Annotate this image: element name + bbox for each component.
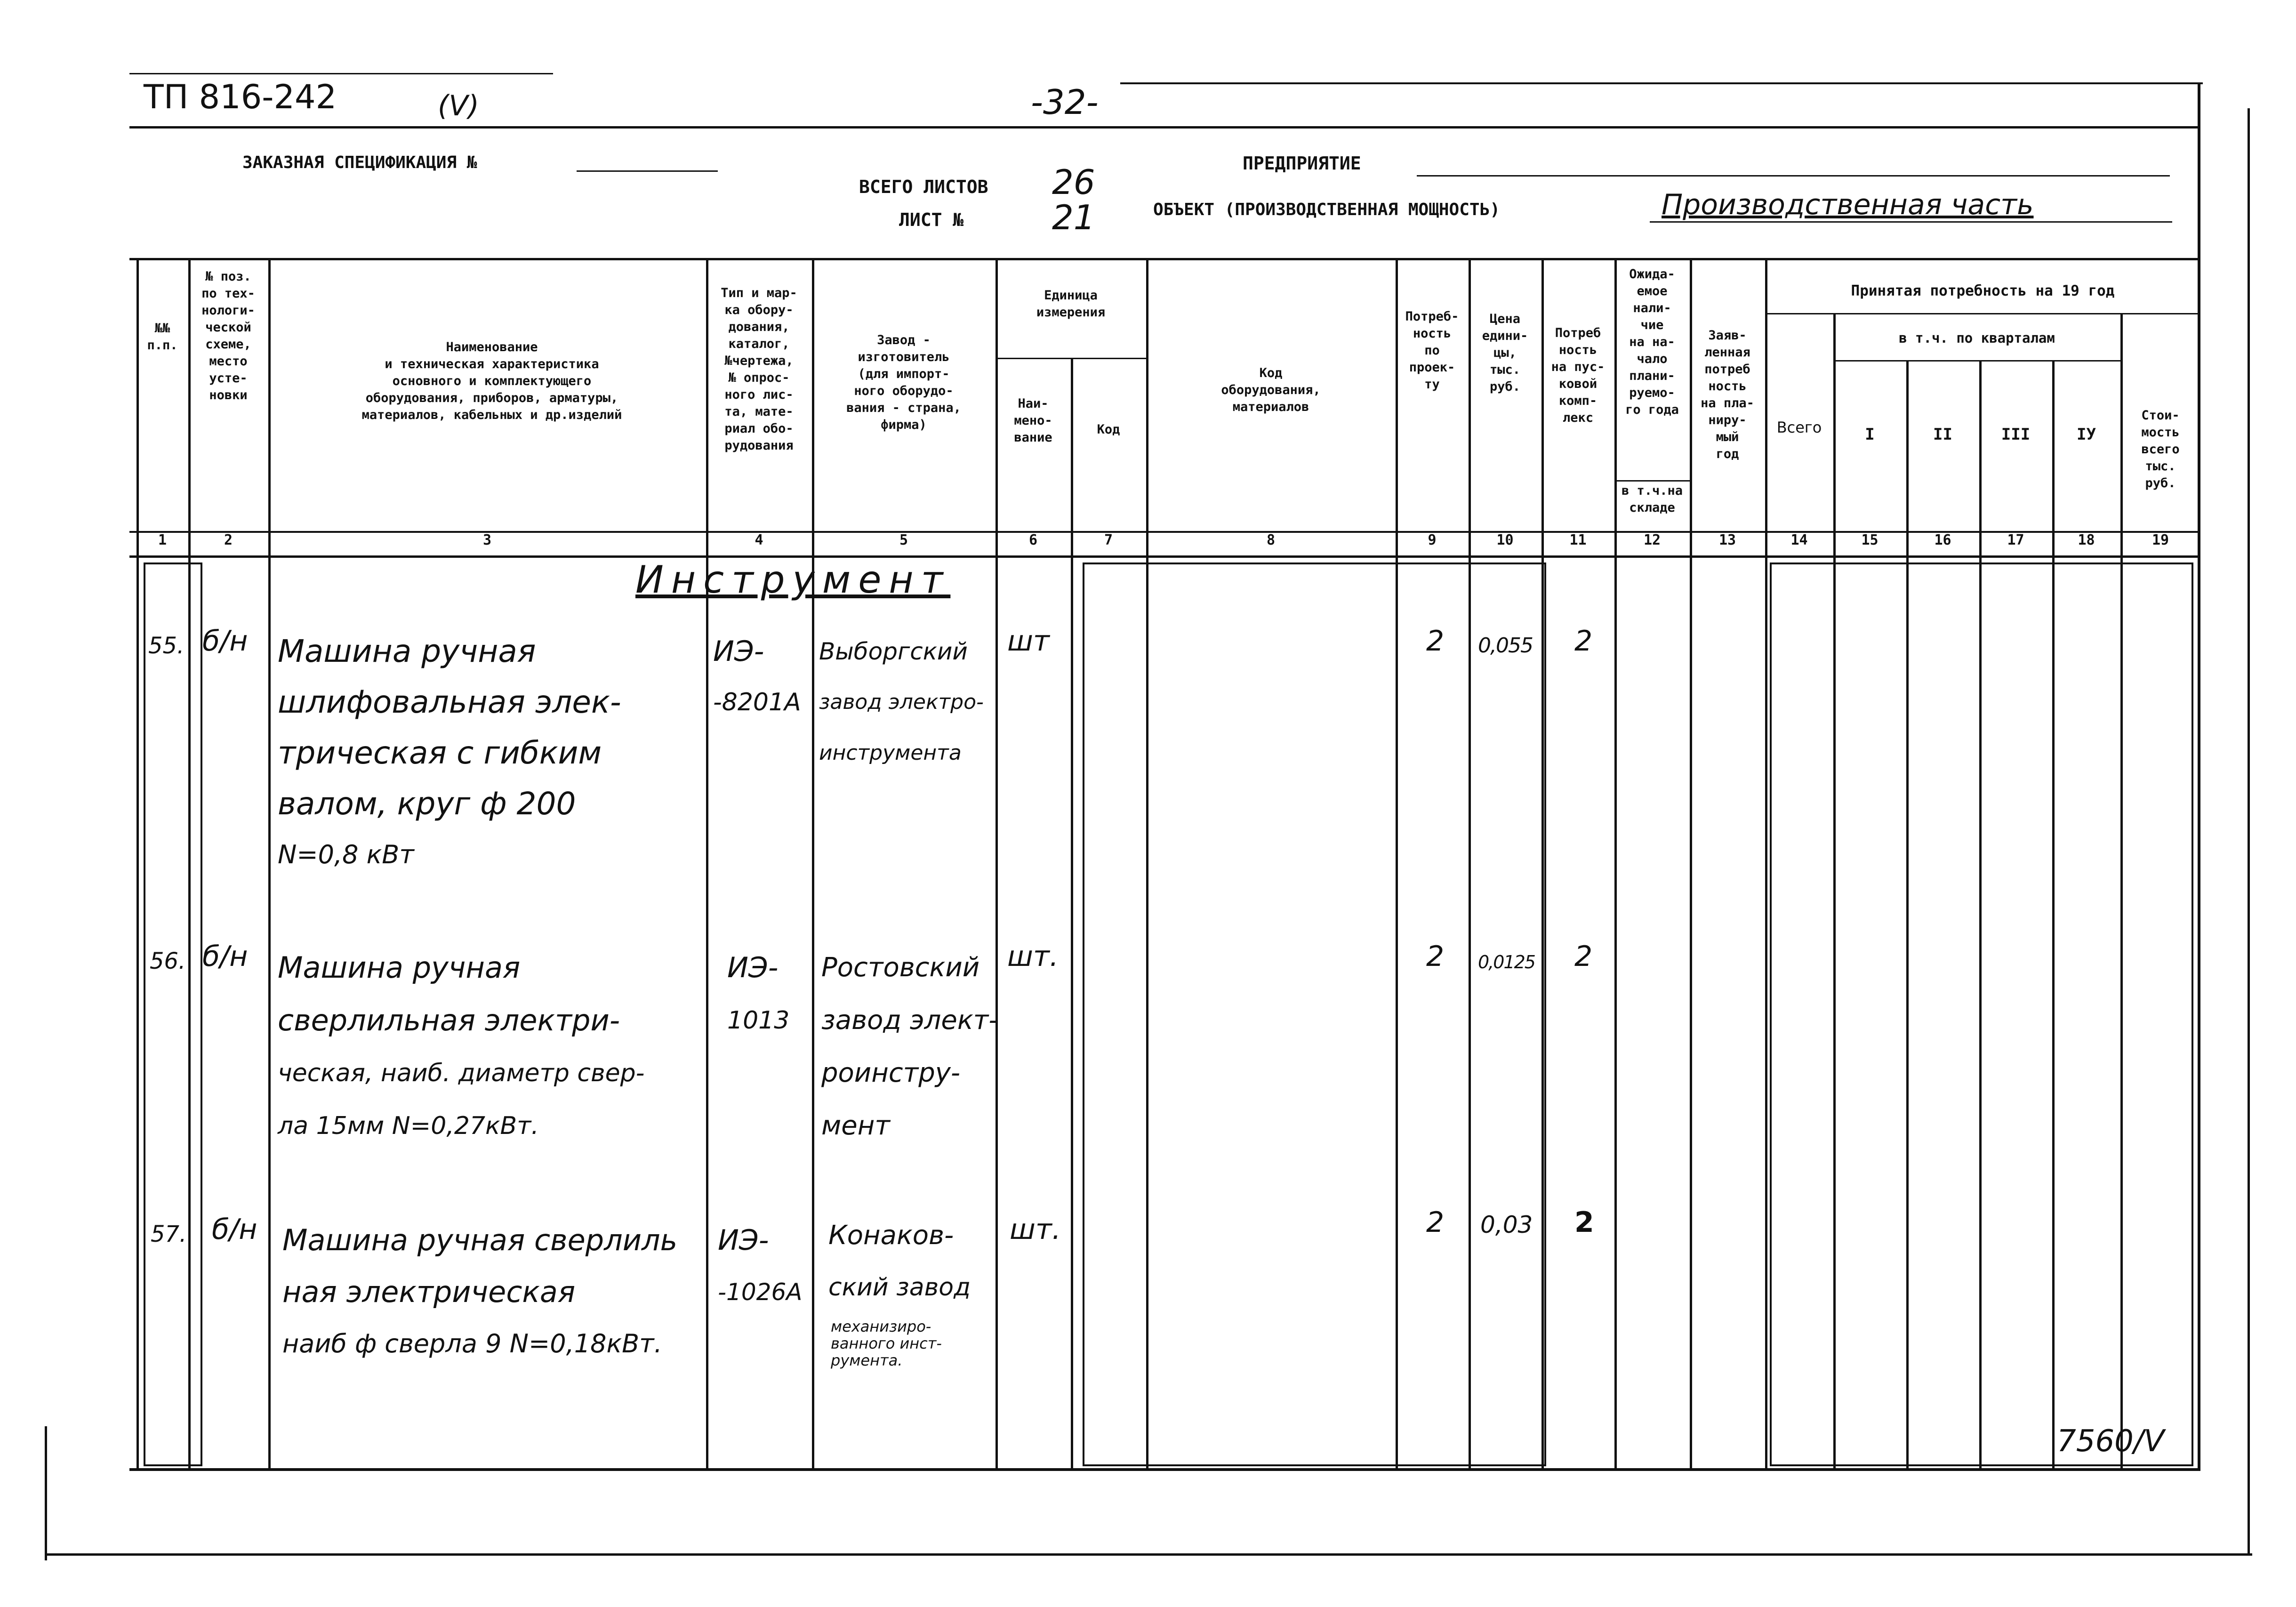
col-line-13 (1765, 258, 1767, 1470)
group-14-19-split-line (1765, 313, 2200, 314)
col-number-13: 13 (1718, 532, 1736, 548)
col-header-15: I (1865, 425, 1875, 444)
row-56-type-line-1: ИЭ- (727, 951, 779, 984)
inner-box-col1 (144, 562, 202, 1466)
row-57-name-line-1: Машина ручная сверлиль (282, 1223, 678, 1257)
row-55-plant-line-1: Выборгский (819, 638, 968, 665)
col-line-5 (995, 258, 998, 1470)
col-number-14: 14 (1790, 532, 1808, 548)
spec-number-underline (577, 170, 718, 172)
col-line-0 (136, 258, 139, 1470)
sheet-number-label: ЛИСТ № (899, 209, 964, 230)
col-number-3: 3 (482, 532, 492, 548)
enterprise-underline (1417, 175, 2170, 177)
total-sheets-value: 26 (1052, 162, 1095, 202)
col-number-9: 9 (1428, 532, 1437, 548)
document-code: ТП 816-242 (144, 78, 337, 116)
row-57-name-line-2: ная электрическая (282, 1275, 576, 1309)
spec-label: ЗАКАЗНАЯ СПЕЦИФИКАЦИЯ № (242, 153, 477, 172)
col-number-17: 17 (2007, 532, 2024, 548)
row-56-price: 0,0125 (1478, 952, 1535, 972)
quarters-split-line (1833, 360, 2120, 362)
row-57-launch-need: 2 (1574, 1206, 1594, 1239)
row-56-launch-need: 2 (1574, 940, 1593, 973)
row-57-type-line-1: ИЭ- (718, 1224, 769, 1257)
page-number: -32- (1031, 82, 1099, 122)
row-57-unit: шт. (1010, 1213, 1061, 1246)
sheet-number-value: 21 (1052, 198, 1095, 237)
col-number-12: 12 (1643, 532, 1661, 548)
object-underline (1650, 221, 2172, 223)
col-header-4: Тип и мар- ка обору- дования, каталог, №чертежа, № опрос- ного лис- та, мате- риал обо- рудования (721, 286, 797, 453)
col-number-6: 6 (1028, 532, 1038, 548)
row-55-name (278, 626, 621, 880)
inner-box-col7-8 (1083, 562, 1546, 1466)
enterprise-label: ПРЕДПРИЯТИЕ (1243, 153, 1361, 174)
col-header-16: II (1933, 425, 1952, 444)
row-56-name-line-1: Машина ручная (278, 950, 521, 985)
row-57-price: 0,03 (1480, 1211, 1533, 1238)
row-56-name-line-4: ла 15мм N=0,27кВт. (278, 1112, 539, 1140)
row-56-plant-line-4: мент (821, 1110, 890, 1141)
row-57-name-line-3: наиб ф сверла 9 N=0,18кВт. (282, 1329, 662, 1358)
col-header-quarters: в т.ч. по кварталам (1899, 330, 2055, 346)
row-55-position: б/н (202, 625, 248, 658)
col-number-11: 11 (1569, 532, 1587, 548)
top-edge-right (1120, 82, 2203, 84)
row-57-position: б/н (212, 1213, 257, 1246)
col-header-1: №№ п.п. (147, 321, 178, 353)
row-55-launch-need: 2 (1574, 625, 1593, 658)
column-numbers-bottom (129, 555, 2200, 558)
row-57-type-line-2: -1026А (718, 1278, 803, 1306)
col-header-10: Цена едини- цы, тыс. руб. (1482, 312, 1528, 394)
row-55-name-line-3: трическая с гибким (278, 735, 602, 771)
row-56-name-line-3: ческая, наиб. диаметр свер- (278, 1059, 645, 1087)
row-56-name (278, 941, 644, 1152)
row-55-plant-line-2: завод электро- (819, 690, 984, 714)
row-55-quantity: 2 (1426, 625, 1445, 658)
row-57-plant-line-1: Конаков- (828, 1220, 954, 1251)
col-number-16: 16 (1934, 532, 1951, 548)
col-number-4: 4 (755, 532, 763, 548)
row-57-plant-small-line-3: рументa. (831, 1351, 903, 1369)
total-sheets-label: ВСЕГО ЛИСТОВ (859, 177, 988, 197)
row-56-number: 56. (150, 948, 186, 974)
col-number-5: 5 (899, 532, 908, 548)
col-header-18: IУ (2077, 425, 2096, 444)
row-56-name-line-2: сверлильная электри- (278, 1003, 620, 1037)
col-header-13: Заяв- ленная потреб ность на пла- ниру- мый год (1701, 328, 1754, 461)
col-header-8: Код оборудования, материалов (1221, 366, 1321, 414)
row-57-number: 57. (151, 1221, 187, 1247)
col-header-2: № поз. по тех- нологи- ческой схеме, место усте- новки (201, 269, 255, 402)
row-55-price: 0,055 (1478, 634, 1533, 658)
row-55-type (713, 626, 801, 728)
table-bottom-border (129, 1469, 2200, 1471)
row-57-quantity: 2 (1426, 1206, 1445, 1239)
col-line-11 (1614, 258, 1617, 1470)
row-55-type-line-1: ИЭ- (713, 635, 764, 668)
row-57-plant-small (831, 1318, 942, 1369)
row-57-type (718, 1214, 803, 1318)
col-header-group-14-19: Принятая потребность на 19 год (1851, 282, 2115, 299)
col-line-3 (706, 258, 708, 1470)
top-border (129, 126, 2200, 129)
col-line-12 (1690, 258, 1692, 1470)
row-55-unit: шт (1007, 625, 1050, 658)
row-56-plant-line-2: завод элект- (821, 1005, 998, 1036)
col-number-19: 19 (2151, 532, 2169, 548)
col-number-8: 8 (1266, 532, 1276, 548)
col-number-2: 2 (224, 532, 233, 548)
row-57-plant-small-line-2: ванного инст- (831, 1334, 942, 1352)
bottom-binding-line (45, 1553, 2252, 1556)
row-55-name-line-1: Машина ручная (278, 633, 536, 669)
row-56-type (727, 941, 789, 1047)
col-header-7: Код (1097, 422, 1120, 437)
col-header-6: Наи- мено- вание (1014, 396, 1052, 445)
row-57-plant (828, 1210, 971, 1313)
row-57-name (282, 1214, 677, 1370)
col-number-7: 7 (1104, 532, 1113, 548)
col-header-17: III (2001, 425, 2031, 444)
col-number-18: 18 (2078, 532, 2095, 548)
col-header-9: Потреб- ность по проек- ту (1405, 309, 1459, 392)
row-55-plant-line-3: инструмента (819, 741, 962, 765)
col-number-1: 1 (158, 532, 167, 548)
right-binding-line (2248, 108, 2250, 1556)
col-header-11: Потреб ность на пус- ковой комп- лекс (1551, 326, 1605, 425)
row-55-name-line-5: N=0,8 кВт (278, 840, 414, 869)
col-line-6 (1071, 358, 1073, 1470)
row-55-name-line-4: валом, круг ф 200 (278, 786, 576, 822)
col-line-2 (268, 258, 271, 1470)
row-56-type-line-2: 1013 (727, 1006, 790, 1035)
col-header-5: Завод - изготовитель (для импорт- ного оборудо- вания - страна, фирма) (846, 333, 961, 432)
object-value: Производственная часть (1662, 188, 2034, 221)
row-56-quantity: 2 (1426, 940, 1445, 973)
left-binding-line (45, 1426, 47, 1560)
row-55-number: 55. (148, 633, 185, 659)
col-header-12-sub: в т.ч.на складе (1621, 483, 1683, 515)
header-bottom-border (129, 258, 2200, 260)
row-55-name-line-2: шлифовальная элек- (278, 684, 621, 720)
col-header-units: Единица измерения (1036, 288, 1106, 320)
col-header-12: Ожида- емое нали- чие на на- чало плани- руемо- го года (1625, 267, 1679, 417)
col-header-14: Всего (1776, 418, 1822, 436)
col12-split-line (1614, 480, 1690, 482)
row-56-plant-line-3: роинстру- (821, 1058, 961, 1088)
row-55-plant (819, 626, 984, 779)
col-header-3: Наименование и техническая характеристика основного и комплектующего оборудования, приборов, арматуры, материалов, кабельных и др.изделий (361, 340, 622, 422)
row-56-plant-line-1: Ростовский (821, 952, 980, 983)
row-57-plant-small-line-1: механизиро- (831, 1318, 931, 1335)
col-line-4 (812, 258, 814, 1470)
col-number-15: 15 (1861, 532, 1879, 548)
row-56-position: б/н (202, 940, 248, 973)
object-label: ОБЪЕКТ (ПРОИЗВОДСТВЕННАЯ МОЩНОСТЬ) (1153, 200, 1500, 219)
sheet-stamp: 7560/V (2057, 1424, 2165, 1459)
document-part: (V) (438, 89, 479, 122)
row-56-unit: шт. (1007, 940, 1059, 973)
row-56-plant (821, 941, 998, 1152)
row-55-type-line-2: -8201А (713, 688, 801, 716)
section-title: Инструмент (635, 558, 951, 602)
col-number-10: 10 (1496, 532, 1514, 548)
row-57-plant-line-2: ский завод (828, 1273, 971, 1302)
col-header-19: Стои- мость всего тыс. руб. (2141, 408, 2180, 490)
inner-box-col14-19 (1770, 562, 2193, 1466)
top-edge (129, 73, 553, 74)
